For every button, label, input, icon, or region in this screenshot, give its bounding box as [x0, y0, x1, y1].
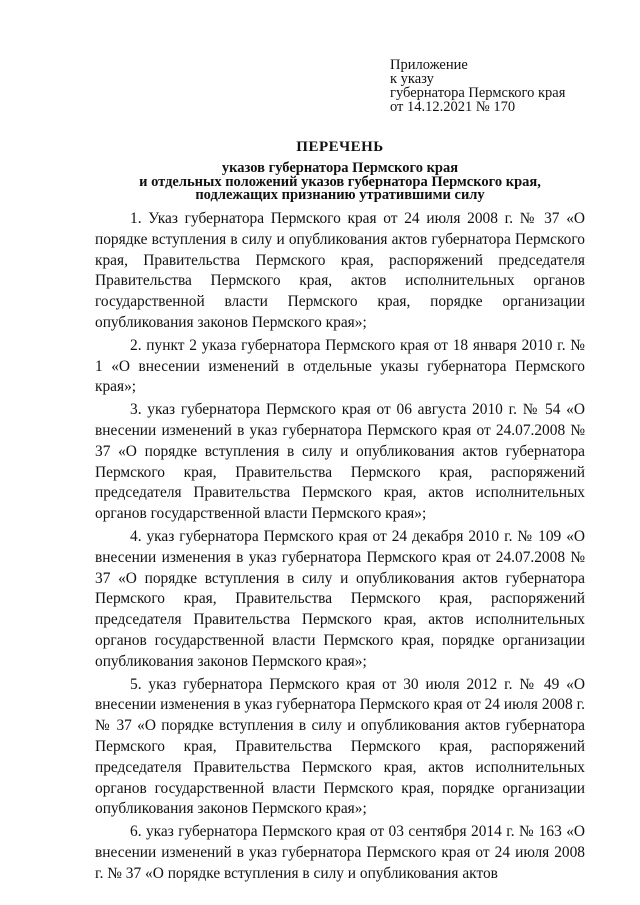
appendix-line: губернатора Пермского края [390, 85, 566, 101]
title-main: ПЕРЕЧЕНЬ [296, 139, 384, 155]
list-item: 6. указ губернатора Пермского края от 03 сентября 2014 г. № 163 «О внесении изменений в указ губернатора Пермского края от 24 июля 2008 г. № 37 «О порядке вступления в силу и опубликования актов [95, 823, 585, 882]
document-title [95, 138, 585, 203]
title-subtitle-line: подлежащих признанию утратившими силу [195, 187, 485, 203]
list-item: 4. указ губернатора Пермского края от 24 декабря 2010 г. № 109 «О внесении изменения в указ губернатора Пермского края от 24.07.2008 № 37 «О порядке вступления в силу и опубликования актов губернатора Пермского края, Правительства Пермского края, распоряжений председателя Правительства Пермского края, актов исполнительных органов государственной власти Пермского края, порядке организации опубликования законов Пермского края»; [95, 527, 585, 670]
appendix-line: Приложение [390, 57, 468, 73]
appendix-header [390, 58, 620, 114]
list-item: 5. указ губернатора Пермского края от 30 июля 2012 г. № 49 «О внесении изменения в указ губернатора Пермского края от 24 июля 2008 г. № 37 «О порядке вступления в силу и опубликования актов губернатора Пермского края, Правительства Пермского края, распоряжений председателя Правительства Пермского края, актов исполнительных органов государственной власти Пермского края, порядке организации опубликования законов Пермского края»; [95, 675, 585, 818]
list-item: 2. пункт 2 указа губернатора Пермского края от 18 января 2010 г. № 1 «О внесении изменений в отдельные указы губернатора Пермского края»; [95, 336, 585, 396]
appendix-line: от 14.12.2021 № 170 [390, 99, 516, 115]
document-body [95, 209, 585, 885]
appendix-line: к указу [390, 71, 434, 87]
list-item: 1. Указ губернатора Пермского края от 24 июля 2008 г. № 37 «О порядке вступления в силу и опубликования актов губернатора Пермского края, Правительства Пермского края, распоряжений председателя Правительства Пермского края, актов исполнительных органов государственной власти Пермского края, порядке организации опубликования законов Пермского края»; [95, 210, 585, 331]
list-item: 3. указ губернатора Пермского края от 06 августа 2010 г. № 54 «О внесении изменений в указ губернатора Пермского края от 24.07.2008 № 37 «О порядке вступления в силу и опубликования актов губернатора Пермского края, Правительства Пермского края, распоряжений председателя Правительства Пермского края, актов исполнительных органов государственной власти Пермского края»; [95, 401, 585, 523]
title-subtitle-line: указов губернатора Пермского края [221, 160, 459, 176]
title-subtitle-line: и отдельных положений указов губернатора Пермского края, [139, 173, 541, 190]
